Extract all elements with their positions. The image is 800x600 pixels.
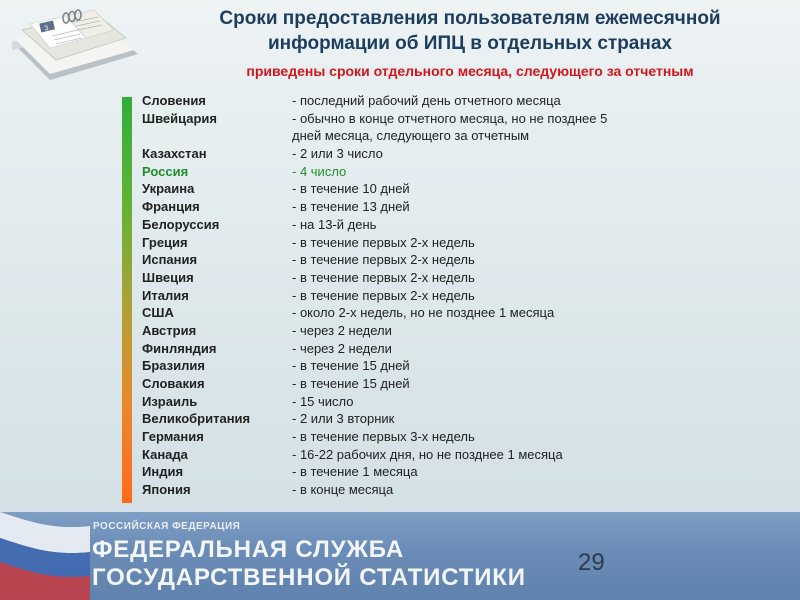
release-term: - 15 число xyxy=(292,393,354,409)
release-term: - 2 или 3 число xyxy=(292,146,383,162)
release-term: - в течение первых 2-х недель xyxy=(292,234,475,250)
country-name: Украина xyxy=(142,181,195,197)
release-term: - в течение первых 2-х недель xyxy=(292,287,475,303)
title-line-1: Сроки предоставления пользователям ежемесячной xyxy=(219,8,721,29)
country-name: США xyxy=(142,305,174,321)
release-term: - в течение 15 дней xyxy=(292,358,410,374)
list-item xyxy=(142,393,792,411)
country-name: Казахстан xyxy=(142,146,207,162)
country-name: Словения xyxy=(142,93,206,108)
release-term: - в течение первых 2-х недель xyxy=(292,252,475,268)
list-item xyxy=(142,145,792,163)
list-item xyxy=(142,375,792,393)
list-item-continuation xyxy=(142,127,792,145)
list-item xyxy=(142,340,792,358)
list-item xyxy=(142,481,792,499)
list-item xyxy=(142,446,792,464)
list-item xyxy=(142,234,792,252)
list-item xyxy=(142,304,792,322)
footer-agency-line-2: ГОСУДАРСТВЕННОЙ СТАТИСТИКИ xyxy=(92,564,526,591)
footer-agency-line-1: ФЕДЕРАЛЬНАЯ СЛУЖБА xyxy=(92,536,405,563)
list-item xyxy=(142,357,792,375)
country-name: Бразилия xyxy=(142,358,205,374)
country-name: Австрия xyxy=(142,322,197,338)
release-term: - через 2 недели xyxy=(292,340,392,356)
country-name: Израиль xyxy=(142,393,198,409)
list-item xyxy=(142,463,792,481)
release-term: - в течение 1 месяца xyxy=(292,464,418,480)
country-name: Франция xyxy=(142,199,200,215)
release-term: - в течение первых 3-х недель xyxy=(292,429,475,445)
release-term: - в течение первых 2-х недель xyxy=(292,269,475,285)
footer-country: РОССИЙСКАЯ ФЕДЕРАЦИЯ xyxy=(93,521,241,532)
release-term: - около 2-х недель, но не позднее 1 месяца xyxy=(292,305,555,321)
list-item xyxy=(142,322,792,340)
release-term: - 16-22 рабочих дня, но не позднее 1 месяца xyxy=(292,446,563,462)
country-name: Белоруссия xyxy=(142,216,220,232)
list-item xyxy=(142,428,792,446)
page-number: 29 xyxy=(578,549,605,576)
release-term: - последний рабочий день отчетного месяца xyxy=(292,93,561,108)
release-term: - в течение 15 дней xyxy=(292,376,410,391)
page-title xyxy=(150,6,790,56)
list-item xyxy=(142,198,792,216)
country-name: Испания xyxy=(142,252,198,268)
release-term: - в течение 13 дней xyxy=(292,199,410,215)
release-term: - в конце месяца xyxy=(292,482,394,498)
list-item xyxy=(142,110,792,128)
release-term: - 2 или 3 вторник xyxy=(292,411,395,427)
release-term: дней месяца, следующего за отчетным xyxy=(292,128,530,144)
calendar-icon xyxy=(4,2,142,92)
release-term: - через 2 недели xyxy=(292,322,392,338)
list-item xyxy=(142,216,792,234)
country-name: Германия xyxy=(142,429,204,445)
country-name: Индия xyxy=(142,464,184,480)
list-item xyxy=(142,92,792,110)
country-name: Канада xyxy=(142,446,188,462)
country-name: Швейцария xyxy=(142,110,218,126)
country-name: Великобритания xyxy=(142,411,251,427)
country-name: Словакия xyxy=(142,376,205,391)
list-item xyxy=(142,287,792,305)
footer-banner xyxy=(0,512,800,600)
gradient-bar xyxy=(122,97,132,503)
release-term: - обычно в конце отчетного месяца, но не позднее 5 xyxy=(292,110,608,126)
country-name: Япония xyxy=(142,482,191,498)
list-item xyxy=(142,410,792,428)
flag-icon xyxy=(0,512,90,600)
page-subtitle: приведены сроки отдельного месяца, следующего за отчетным xyxy=(246,63,694,79)
country-name: Финляндия xyxy=(142,340,217,356)
country-name: Швеция xyxy=(142,269,194,285)
country-list xyxy=(142,92,792,499)
svg-text:3: 3 xyxy=(43,24,50,33)
release-term: - 4 число xyxy=(292,163,347,179)
country-name: Россия xyxy=(142,163,189,179)
release-term: - в течение 10 дней xyxy=(292,181,410,197)
list-item xyxy=(142,251,792,269)
title-line-2: информации об ИПЦ в отдельных странах xyxy=(267,33,672,54)
country-name: Греция xyxy=(142,234,188,250)
list-item xyxy=(142,269,792,287)
release-term: - на 13-й день xyxy=(292,216,377,232)
list-item-highlighted xyxy=(142,163,792,181)
country-name: Италия xyxy=(142,287,189,303)
list-item xyxy=(142,180,792,198)
